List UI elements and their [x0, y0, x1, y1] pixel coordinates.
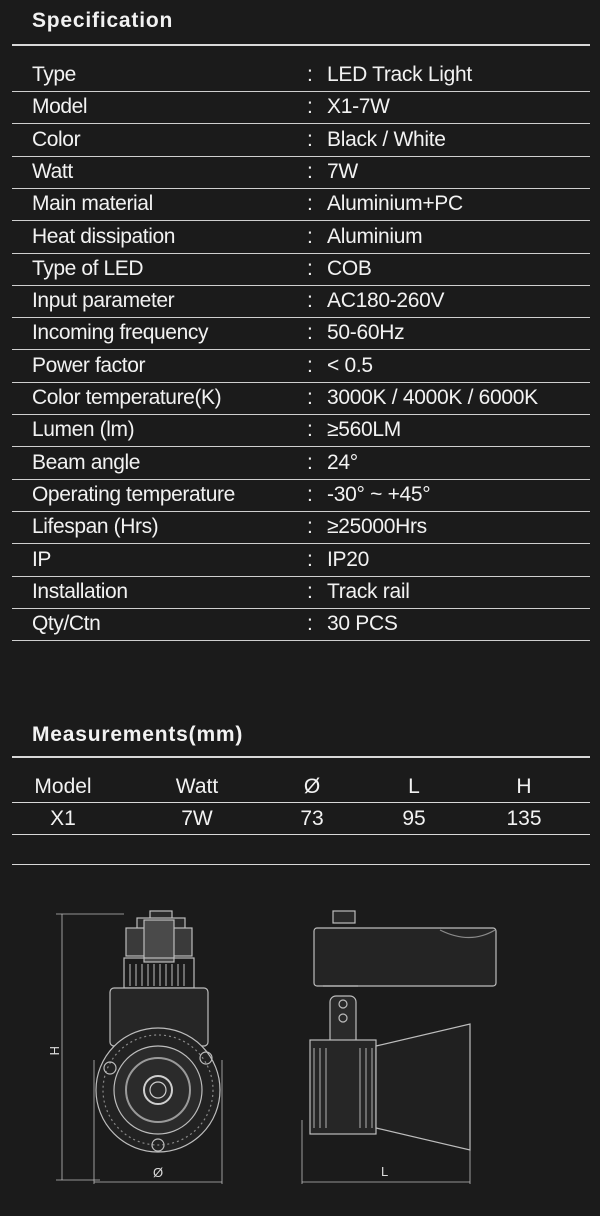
measurements-header-height: H	[516, 775, 532, 798]
spec-separator: :	[307, 547, 313, 571]
spec-separator: :	[307, 386, 313, 409]
spec-value: 50-60Hz	[327, 321, 405, 345]
spec-separator: :	[307, 353, 313, 377]
spec-label: Color temperature(K)	[32, 386, 222, 409]
spec-separator: :	[307, 63, 313, 86]
measurements-cell-watt: 7W	[181, 807, 213, 830]
measurements-cell-diameter: 73	[300, 807, 324, 830]
spec-separator: :	[307, 612, 313, 636]
spec-label: Main material	[32, 192, 153, 216]
spec-separator: :	[307, 289, 313, 313]
spec-separator: :	[307, 515, 313, 539]
spec-label: Power factor	[32, 353, 146, 377]
measurements-header-watt: Watt	[175, 775, 219, 798]
spec-label: Operating temperature	[32, 482, 235, 506]
spec-label: Qty/Ctn	[32, 612, 101, 636]
spec-value: 30 PCS	[327, 612, 398, 636]
measurements-cell-height: 135	[506, 807, 542, 830]
spec-separator: :	[307, 256, 313, 280]
spec-value: 24°	[327, 450, 358, 474]
measurements-header-length: L	[408, 775, 420, 798]
spec-value: 3000K / 4000K / 6000K	[327, 386, 538, 409]
measurements-header-diameter: Ø	[303, 775, 321, 798]
spec-separator: :	[307, 127, 313, 151]
measurements-header-model: Model	[34, 775, 92, 798]
measurements-cell-model: X1	[50, 807, 76, 830]
side-length-label: L	[381, 1164, 389, 1179]
spec-value: 7W	[327, 159, 358, 183]
spec-value: ≥25000Hrs	[327, 515, 427, 539]
spec-label: Model	[32, 95, 88, 119]
spec-separator: :	[307, 482, 313, 506]
spec-label: Color	[32, 127, 81, 151]
spec-label: Beam angle	[32, 450, 141, 474]
spec-value: AC180-260V	[327, 289, 445, 313]
spec-label: Type of LED	[32, 256, 144, 280]
spec-separator: :	[307, 159, 313, 183]
spec-value: Aluminium	[327, 224, 423, 248]
spec-label: Input parameter	[32, 289, 175, 313]
spec-label: Watt	[32, 159, 73, 183]
spec-separator: :	[307, 224, 313, 248]
spec-value: Track rail	[327, 579, 410, 603]
spec-label: Lumen (lm)	[32, 418, 135, 442]
spec-label: Type	[32, 63, 76, 86]
spec-label: IP	[32, 547, 52, 571]
spec-value: < 0.5	[327, 353, 373, 377]
side-view-drawing	[302, 911, 496, 1184]
spec-label: Heat dissipation	[32, 224, 176, 248]
spec-value: COB	[327, 256, 372, 280]
front-diameter-label: Ø	[153, 1165, 164, 1180]
spec-value: -30° ~ +45°	[327, 482, 431, 506]
spec-label: Lifespan (Hrs)	[32, 515, 159, 539]
spec-separator: :	[307, 579, 313, 603]
front-height-label: H	[47, 1046, 62, 1056]
spec-value: X1-7W	[327, 95, 390, 119]
spec-value: LED Track Light	[327, 63, 472, 86]
spec-value: Black / White	[327, 127, 446, 151]
spec-label: Incoming frequency	[32, 321, 209, 345]
measurements-cell-length: 95	[402, 807, 426, 830]
spec-separator: :	[307, 321, 313, 345]
measurements-title: Measurements(mm)	[32, 723, 244, 746]
spec-separator: :	[307, 450, 313, 474]
specification-title: Specification	[32, 9, 174, 32]
spec-separator: :	[307, 192, 313, 216]
spec-value: ≥560LM	[327, 418, 401, 442]
spec-separator: :	[307, 418, 313, 442]
spec-value: Aluminium+PC	[327, 192, 463, 216]
front-view-drawing	[56, 911, 222, 1184]
spec-separator: :	[307, 95, 313, 119]
spec-label: Installation	[32, 579, 128, 603]
spec-value: IP20	[327, 547, 369, 571]
